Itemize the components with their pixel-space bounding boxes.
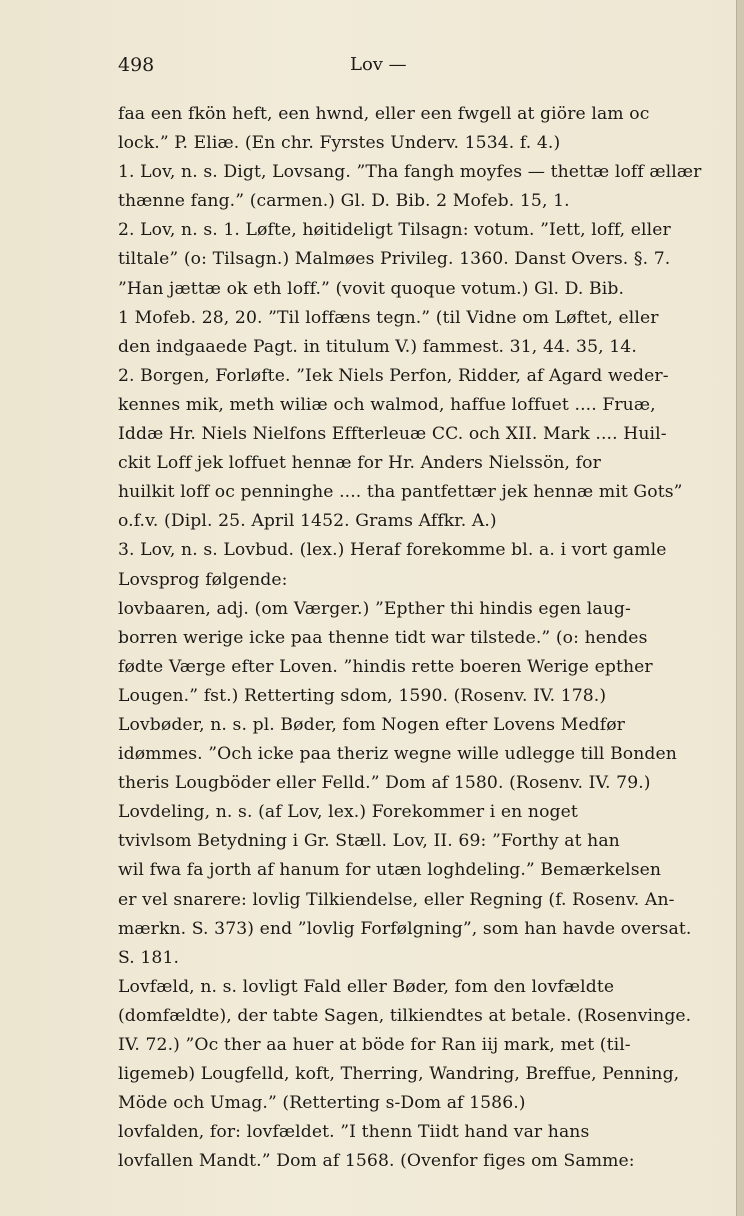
text-line: lovfallen Mandt.” Dom af 1568. (Ovenfor figes om Samme: (118, 1151, 635, 1172)
text-line: ckit Loff jek loffuet hennæ for Hr. Anders Nielssön, for (118, 453, 601, 474)
text-line: tiltale” (o: Tilsagn.) Malmøes Privileg. 1360. Danst Overs. §. 7. (118, 249, 671, 270)
text-line: 1. Lov, n. s. Digt, Lovsang. ”Tha fangh moyfes — thettæ loff ællær (118, 162, 702, 183)
text-line: 2. Lov, n. s. 1. Løfte, høitideligt Tilsagn: votum. ”Iett, loff, eller (118, 220, 671, 241)
text-line: den indgaaede Pagt. in titulum V.) fammest. 31, 44. 35, 14. (118, 336, 637, 357)
page-number: 498 (118, 54, 155, 76)
text-line: ”Han jættæ ok eth loff.” (vovit quoque votum.) Gl. D. Bib. (118, 278, 625, 299)
running-head: Lov — (350, 54, 407, 75)
text-line: kennes mik, meth wiliæ och walmod, haffue loffuet .... Fruæ, (118, 394, 656, 415)
text-line: Möde och Umag.” (Retterting s-Dom af 1586.) (118, 1093, 526, 1114)
text-line: 1 Mofeb. 28, 20. ”Til loffæns tegn.” (til Vidne om Løftet, eller (118, 307, 659, 328)
text-line: tvivlsom Betydning i Gr. Stæll. Lov, II. 69: ”Forthy at han (118, 831, 620, 852)
text-line: fødte Værge efter Loven. ”hindis rette boeren Werige epther (118, 656, 653, 677)
text-line: lovbaaren, adj. (om Værger.) ”Epther thi hindis egen laug- (118, 598, 631, 619)
text-line: Iddæ Hr. Niels Nielfons Effterleuæ CC. och XII. Mark .... Huil- (118, 424, 667, 445)
text-line: IV. 72.) ”Oc ther aa huer at böde for Ran iij mark, met (til- (118, 1035, 631, 1055)
text-line: (domfældte), der tabte Sagen, tilkiendtes at betale. (Rosenvinge. (118, 1005, 692, 1026)
text-line: Lovfæld, n. s. lovligt Fald eller Bøder, fom den lovfældte (118, 976, 615, 997)
text-line: lovfalden, for: lovfældet. ”I thenn Tiidt hand var hans (118, 1122, 590, 1143)
text-line: faa een fkön heft, een hwnd, eller een fwgell at giöre lam oc (118, 104, 650, 124)
text-line: idømmes. ”Och icke paa theriz wegne wille udlegge till Bonden (118, 744, 677, 765)
text-line: borren werige icke paa thenne tidt war tilstede.” (o: hendes (118, 627, 648, 648)
text-line: lock.” P. Eliæ. (En chr. Fyrstes Underv. 1534. f. 4.) (118, 133, 561, 154)
text-line: ligemeb) Lougfelld, koft, Therring, Wandring, Breffue, Penning, (118, 1064, 680, 1085)
text-line: mærkn. S. 373) end ”lovlig Forfølgning”, som han havde oversat. (118, 918, 692, 939)
text-line: Lovsprog følgende: (118, 569, 288, 590)
text-line: 2. Borgen, Forløfte. ”Iek Niels Perfon, Ridder, af Agard weder- (118, 365, 669, 386)
text-line: theris Lougböder eller Felld.” Dom af 1580. (Rosenv. IV. 79.) (118, 773, 651, 794)
page-header (0, 54, 744, 84)
text-line: Lougen.” fst.) Retterting sdom, 1590. (Rosenv. IV. 178.) (118, 685, 607, 706)
text-line: o.f.v. (Dipl. 25. April 1452. Grams Affkr. A.) (118, 511, 497, 532)
body-text (118, 100, 712, 1176)
text-line: thænne fang.” (carmen.) Gl. D. Bib. 2 Mofeb. 15, 1. (118, 191, 570, 212)
text-line: huilkit loff oc penninghe .... tha pantfettær jek hennæ mit Gots” (118, 482, 683, 503)
text-line: S. 181. (118, 947, 180, 968)
text-line: wil fwa fa jorth af hanum for utæn loghdeling.” Bemærkelsen (118, 860, 662, 881)
page-edge (736, 0, 744, 1216)
text-line: Lovbøder, n. s. pl. Bøder, fom Nogen efter Lovens Medfør (118, 714, 625, 735)
text-line: er vel snarere: lovlig Tilkiendelse, eller Regning (f. Rosenv. An- (118, 889, 675, 910)
text-line: 3. Lov, n. s. Lovbud. (lex.) Heraf forekomme bl. a. i vort gamle (118, 540, 667, 561)
text-line: Lovdeling, n. s. (af Lov, lex.) Forekommer i en noget (118, 802, 578, 823)
